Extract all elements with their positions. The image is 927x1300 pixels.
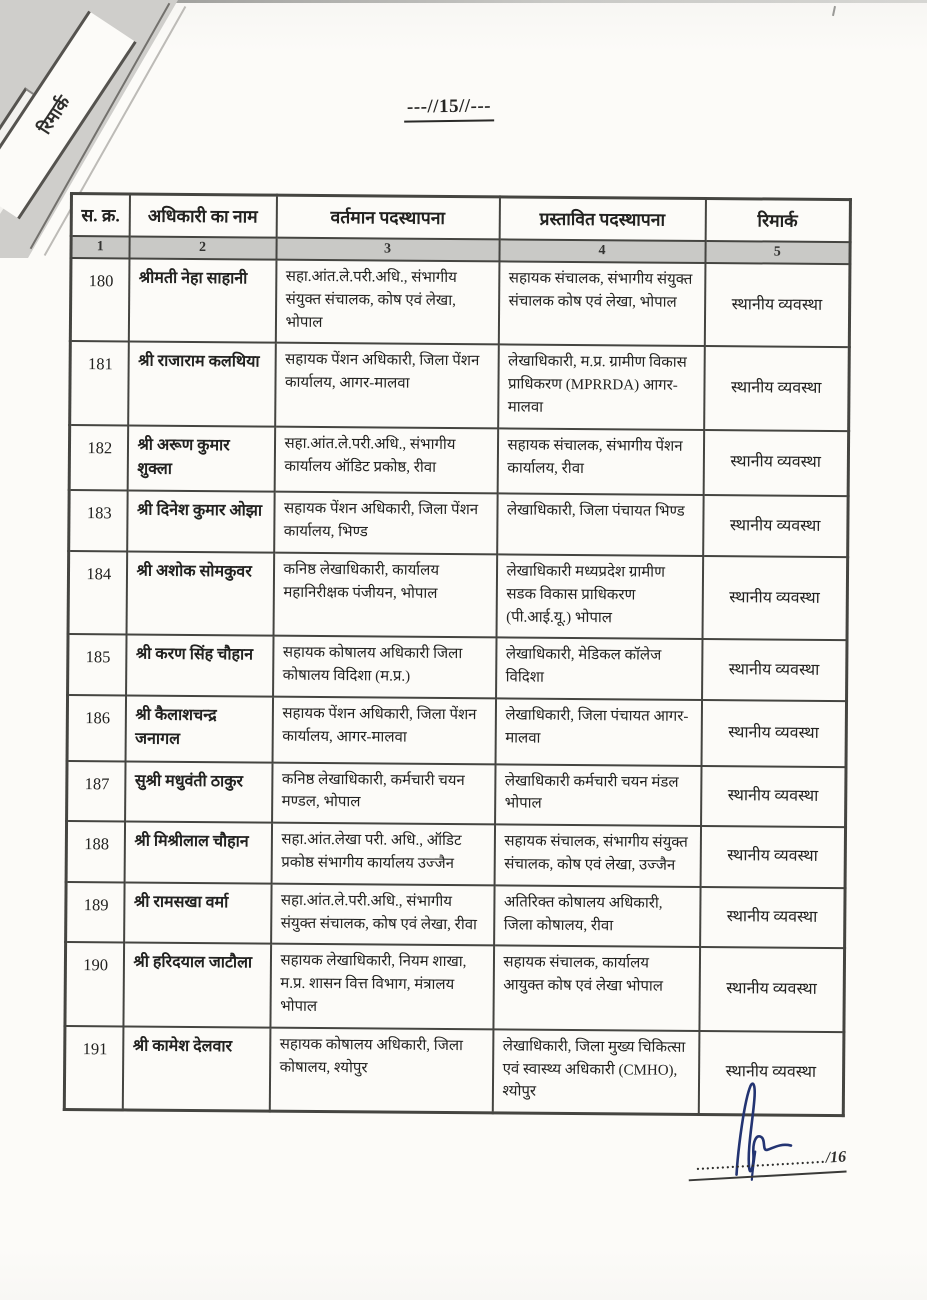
cell-serial-no: 191 [64, 1026, 123, 1110]
cell-officer-name: श्री अरूण कुमार शुक्ला [127, 425, 275, 492]
table-row [68, 551, 848, 641]
cell-remark: स्थानीय व्यवस्था [699, 947, 845, 1032]
table-row [68, 634, 847, 701]
table-row [70, 258, 850, 348]
cell-current-posting: सहायक पेंशन अधिकारी, जिला पेंशन कार्यालय, आगर-मालवा [275, 343, 499, 428]
column-number: 2 [129, 236, 276, 259]
table-row [67, 695, 846, 767]
table-row [69, 490, 848, 557]
cell-officer-name: श्री हरिदयाल जाटौला [123, 943, 271, 1028]
column-number: 3 [276, 238, 499, 262]
cell-officer-name: श्री मिश्रीलाल चौहान [124, 822, 271, 884]
header-proposed-posting: प्रस्तावित पदस्थापना [499, 197, 705, 241]
column-number: 5 [705, 241, 850, 264]
cell-serial-no: 181 [70, 341, 129, 425]
cell-officer-name: श्री दिनेश कुमार ओझा [127, 491, 274, 553]
cell-remark: स्थानीय व्यवस्था [704, 263, 850, 348]
cell-serial-no: 189 [66, 882, 124, 943]
cell-serial-no: 188 [66, 821, 124, 882]
table-row [66, 882, 845, 949]
cell-current-posting: सहायक कोषालय अधिकारी जिला कोषालय विदिशा (म.प्र.) [273, 636, 496, 698]
cell-serial-no: 190 [65, 942, 124, 1026]
cell-officer-name: श्री कामेश देलवार [122, 1026, 270, 1111]
cell-current-posting: सहा.आंत.लेखा परी. अधि., ऑडिट प्रकोष्ठ संभागीय कार्यालय उज्जैन [271, 823, 494, 885]
cell-serial-no: 187 [67, 761, 125, 822]
column-number: 1 [71, 236, 129, 258]
footer-signature-block [690, 1081, 876, 1211]
table-header-row [71, 194, 850, 243]
cell-current-posting: सहायक कोषालय अधिकारी, जिला कोषालय, श्योपुर [269, 1027, 493, 1113]
cell-officer-name: श्रीमती नेहा साहानी [128, 258, 276, 343]
cell-proposed-posting: लेखाधिकारी कर्मचारी चयन मंडल भोपाल [495, 764, 701, 826]
document-body [63, 192, 849, 1117]
cell-proposed-posting: सहायक संचालक, संभागीय संयुक्त संचालक, कोष एवं लेखा, उज्जैन [494, 825, 700, 887]
dots: ...... [695, 1157, 727, 1174]
cell-current-posting: कनिष्ठ लेखाधिकारी, कार्यालय महानिरीक्षक पंजीयन, भोपाल [273, 553, 497, 638]
cell-serial-no: 180 [70, 258, 129, 342]
cell-remark: स्थानीय व्यवस्था [703, 430, 849, 497]
header-current-posting: वर्तमान पदस्थापना [276, 195, 499, 239]
table-row [66, 821, 845, 888]
cell-remark: स्थानीय व्यवस्था [698, 1031, 844, 1116]
cell-remark: स्थानीय व्यवस्था [701, 700, 847, 767]
dots: .................... [725, 1151, 827, 1173]
cell-proposed-posting: लेखाधिकारी, जिला मुख्य चिकित्सा एवं स्वास्थ्य अधिकारी (CMHO), श्योपुर [492, 1029, 699, 1115]
cell-proposed-posting: सहायक संचालक, संभागीय पेंशन कार्यालय, रीवा [497, 428, 704, 495]
cell-current-posting: सहायक पेंशन अधिकारी, जिला पेंशन कार्यालय, भिण्ड [274, 492, 497, 554]
table-row [70, 341, 850, 431]
table-row [67, 761, 846, 828]
header-serial-no: स. क्र. [71, 194, 129, 237]
cell-remark: स्थानीय व्यवस्था [700, 887, 845, 949]
cell-proposed-posting: लेखाधिकारी, म.प्र. ग्रामीण विकास प्राधिकरण (MPRRDA) आगर-मालवा [498, 345, 705, 430]
cell-current-posting: सहा.आंत.ले.परी.अधि., संभागीय संयुक्त संचालक, कोष एवं लेखा, रीवा [271, 883, 494, 945]
cell-current-posting: कनिष्ठ लेखाधिकारी, कर्मचारी चयन मण्डल, भोपाल [272, 762, 495, 824]
cell-current-posting: सहा.आंत.ले.परी.अधि., संभागीय संयुक्त संचालक, कोष एवं लेखा, भोपाल [275, 260, 499, 345]
header-officer-name: अधिकारी का नाम [129, 194, 276, 238]
cell-serial-no: 186 [67, 695, 126, 761]
cell-remark: स्थानीय व्यवस्था [704, 346, 850, 431]
cell-proposed-posting: लेखाधिकारी, जिला पंचायत भिण्ड [497, 494, 703, 556]
cell-officer-name: श्री करण सिंह चौहान [126, 635, 273, 697]
cell-officer-name: श्री कैलाशचन्द्र जनागल [125, 695, 273, 762]
cell-current-posting: सहायक पेंशन अधिकारी, जिला पेंशन कार्यालय, आगर-मालवा [272, 697, 496, 764]
page-number: ---//15//--- [404, 95, 494, 122]
cell-proposed-posting: सहायक संचालक, संभागीय संयुक्त संचालक कोष एवं लेखा, भोपाल [498, 261, 705, 346]
cell-proposed-posting: लेखाधिकारी, जिला पंचायत आगर-मालवा [495, 698, 702, 765]
table-row [69, 425, 848, 497]
cell-serial-no: 183 [69, 490, 127, 551]
cell-current-posting: सहा.आंत.ले.परी.अधि., संभागीय कार्यालय ऑडिट प्रकोष्ठ, रीवा [274, 426, 498, 493]
cell-proposed-posting: लेखाधिकारी मध्यप्रदेश ग्रामीण सडक विकास प्राधिकरण (पी.आई.यू.) भोपाल [496, 554, 703, 639]
cell-officer-name: सुश्री मधुवंती ठाकुर [125, 761, 272, 823]
cell-remark: स्थानीय व्यवस्था [701, 766, 846, 828]
column-number: 4 [499, 239, 705, 263]
cell-remark: स्थानीय व्यवस्था [702, 639, 847, 701]
cell-proposed-posting: सहायक संचालक, कार्यालय आयुक्त कोष एवं लेखा भोपाल [493, 946, 700, 1031]
header-remark: रिमार्क [705, 198, 850, 242]
cell-remark: स्थानीय व्यवस्था [702, 556, 848, 641]
next-page-ref: /16 [825, 1148, 847, 1167]
scan-speck [832, 6, 836, 16]
cell-officer-name: श्री रामसखा वर्मा [124, 882, 271, 944]
officer-posting-table [63, 192, 852, 1117]
cell-remark: स्थानीय व्यवस्था [700, 826, 845, 888]
fold-remark-label: रिमार्क [34, 92, 74, 138]
cell-serial-no: 185 [68, 634, 126, 695]
cell-officer-name: श्री राजाराम कलथिया [128, 342, 276, 427]
cell-officer-name: श्री अशोक सोमकुवर [126, 551, 274, 636]
cell-proposed-posting: लेखाधिकारी, मेडिकल कॉलेज विदिशा [496, 638, 702, 700]
cell-proposed-posting: अतिरिक्त कोषालय अधिकारी, जिला कोषालय, रीवा [494, 885, 700, 947]
table-row [65, 942, 845, 1032]
cell-current-posting: सहायक लेखाधिकारी, नियम शाखा, म.प्र. शासन वित्त विभाग, मंत्रालय भोपाल [270, 944, 494, 1029]
cell-serial-no: 182 [69, 425, 128, 491]
cell-remark: स्थानीय व्यवस्था [703, 495, 848, 557]
cell-serial-no: 184 [68, 551, 127, 635]
